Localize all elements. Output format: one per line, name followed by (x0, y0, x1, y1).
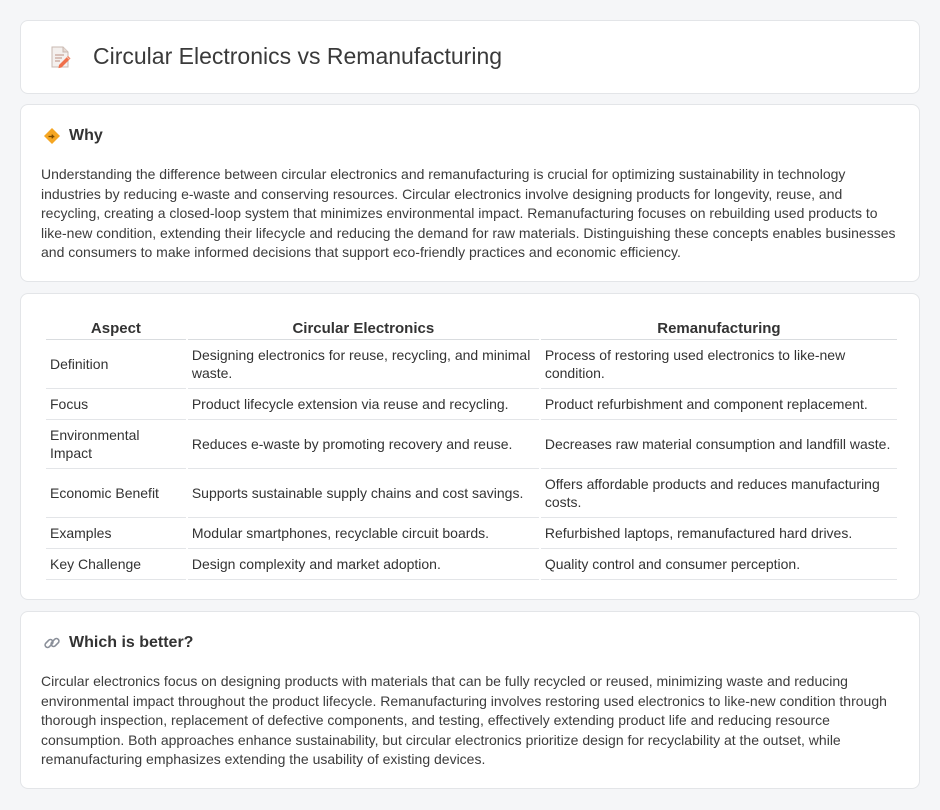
cell-remanufacturing: Decreases raw material consumption and landfill waste. (541, 420, 897, 469)
link-icon (43, 634, 61, 652)
cell-circular: Product lifecycle extension via reuse and recycling. (188, 389, 539, 420)
why-body: Understanding the difference between circular electronics and remanufacturing is crucial for optimizing sustainability in technology industries by reducing e-waste and conserving resources. Circular electronics involve designing products for longevity, reuse, and recycling, creating a closed-loop system that minimizes environmental impact. Remanufacturing focuses on rebuilding used products to like-new condition, extending their lifecycle and reducing the demand for raw materials. Distinguishing these concepts enables businesses and consumers to make informed decisions that support eco-friendly practices and economic efficiency. (41, 166, 896, 261)
which-is-better-section (20, 611, 920, 789)
why-heading: Why (69, 127, 103, 144)
page-title: Circular Electronics vs Remanufacturing (93, 43, 503, 69)
table-row (46, 469, 897, 518)
better-heading: Which is better? (69, 634, 194, 651)
table-row (46, 340, 897, 389)
cell-circular: Reduces e-waste by promoting recovery and reuse. (188, 420, 539, 469)
better-body: Circular electronics focus on designing products with materials that can be fully recycled or reused, minimizing waste and reducing environmental impact throughout the product lifecycle. Remanufacturing involves restoring used electronics to like-new condition through thorough inspection, replacement of defective components, and testing, effectively extending product life and reducing resource consumption. Both approaches enhance sustainability, but circular electronics prioritize design for recyclability at the outset, while remanufacturing emphasizes extending the usability of existing devices. (41, 673, 887, 768)
cell-aspect: Environmental Impact (46, 420, 186, 469)
cell-remanufacturing: Refurbished laptops, remanufactured hard drives. (541, 518, 897, 549)
header-aspect: Aspect (46, 316, 186, 340)
header-card (20, 20, 920, 94)
cell-circular: Modular smartphones, recyclable circuit boards. (188, 518, 539, 549)
header-circular-electronics: Circular Electronics (188, 316, 539, 340)
diamond-icon (43, 127, 61, 145)
table-row (46, 420, 897, 469)
cell-circular: Designing electronics for reuse, recycling, and minimal waste. (188, 340, 539, 389)
table-row (46, 389, 897, 420)
cell-remanufacturing: Process of restoring used electronics to like-new condition. (541, 340, 897, 389)
table-row (46, 518, 897, 549)
comparison-table (44, 316, 899, 580)
cell-aspect: Focus (46, 389, 186, 420)
cell-remanufacturing: Quality control and consumer perception. (541, 549, 897, 580)
table-header-row (46, 316, 897, 340)
table-row (46, 549, 897, 580)
why-section (20, 104, 920, 282)
document-edit-icon (47, 44, 73, 70)
cell-aspect: Definition (46, 340, 186, 389)
cell-circular: Design complexity and market adoption. (188, 549, 539, 580)
cell-aspect: Key Challenge (46, 549, 186, 580)
comparison-section (20, 293, 920, 600)
cell-aspect: Examples (46, 518, 186, 549)
header-remanufacturing: Remanufacturing (541, 316, 897, 340)
cell-aspect: Economic Benefit (46, 469, 186, 518)
cell-remanufacturing: Offers affordable products and reduces manufacturing costs. (541, 469, 897, 518)
cell-circular: Supports sustainable supply chains and cost savings. (188, 469, 539, 518)
cell-remanufacturing: Product refurbishment and component replacement. (541, 389, 897, 420)
